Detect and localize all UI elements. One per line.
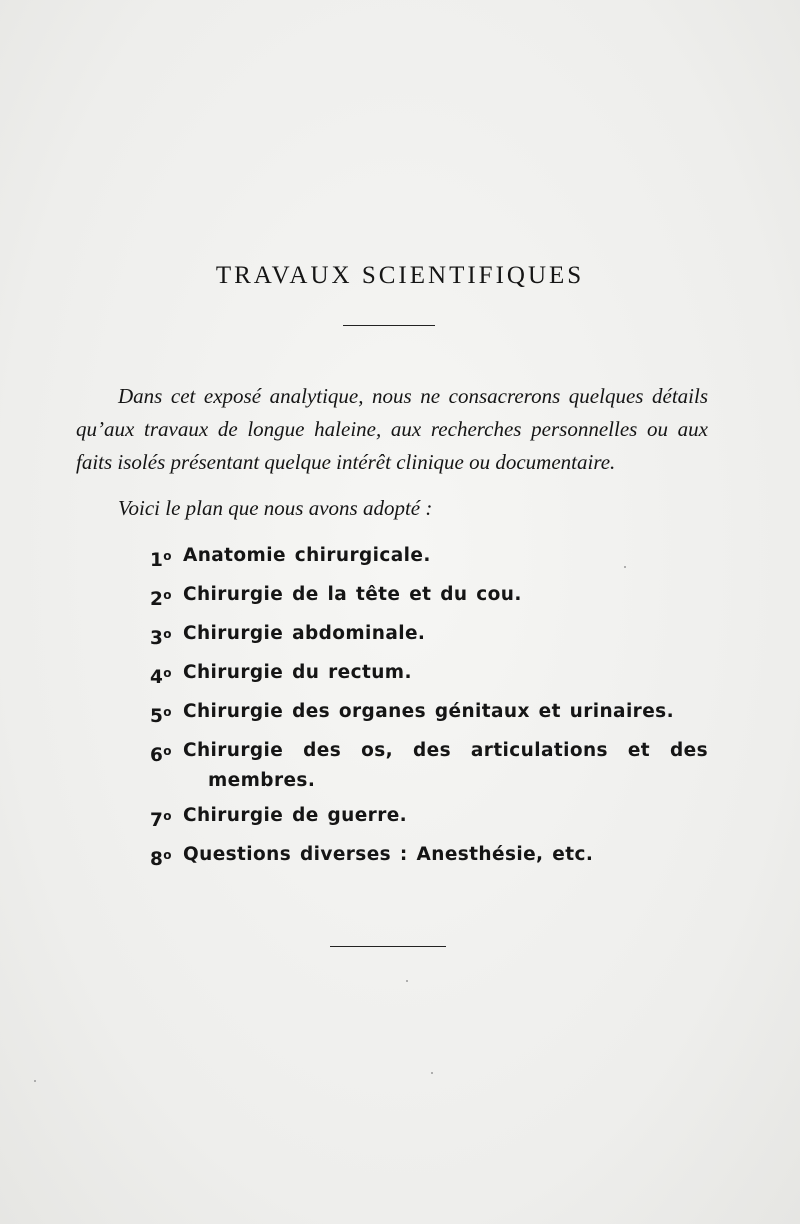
- plan-item-number: 7$^o$: [150, 809, 172, 831]
- title-divider: [343, 325, 435, 326]
- page-title: TRAVAUX SCIENTIFIQUES: [215, 262, 585, 289]
- plan-item-number: 5$^o$: [150, 705, 172, 727]
- plan-item-number: 4$^o$: [150, 666, 172, 688]
- end-divider: [330, 946, 446, 947]
- plan-item-text: Chirurgie du rectum.: [183, 662, 412, 683]
- plan-item-text: Chirurgie de guerre.: [183, 805, 408, 826]
- plan-item-text: Chirurgie de la tête et du cou.: [183, 584, 522, 605]
- plan-item-text: Questions diverses : Anesthésie, etc.: [183, 844, 594, 865]
- plan-item: [150, 622, 710, 651]
- paper-speck: [34, 1080, 36, 1082]
- plan-item: [150, 739, 710, 796]
- plan-intro: Voici le plan que nous avons adopté :: [118, 496, 433, 520]
- plan-item-text: [183, 736, 710, 796]
- plan-item-number: 3$^o$: [150, 627, 172, 649]
- paper-speck: [624, 566, 626, 568]
- paper-speck: [431, 1072, 433, 1074]
- plan-item-text: Anatomie chirurgicale.: [183, 545, 431, 566]
- plan-item-number: 8$^o$: [150, 848, 172, 870]
- plan-item-number: 1$^o$: [150, 549, 172, 571]
- plan-item-number: 2$^o$: [150, 588, 172, 610]
- paper-speck: [406, 980, 408, 982]
- plan-item-text-continuation: membres.: [208, 770, 316, 791]
- plan-item: [150, 700, 710, 729]
- plan-item-text: Chirurgie des organes génitaux et urinaires.: [183, 701, 674, 722]
- plan-item-number: 6$^o$: [150, 744, 172, 766]
- plan-item: [150, 804, 710, 833]
- plan-list: [150, 544, 710, 882]
- plan-item: [150, 661, 710, 690]
- plan-item: [150, 583, 710, 612]
- plan-item-text: Chirurgie abdominale.: [183, 623, 426, 644]
- plan-item: [150, 843, 710, 872]
- plan-item-text-line: Chirurgie des os, des articulations et des: [183, 740, 708, 761]
- intro-paragraph: Dans cet exposé analytique, nous ne consacrerons quelques détails qu’aux travaux de longue haleine, aux recherches personnelles ou aux faits isolés présentant quelque intérêt clinique ou documentaire.: [76, 384, 708, 474]
- plan-item: [150, 544, 710, 573]
